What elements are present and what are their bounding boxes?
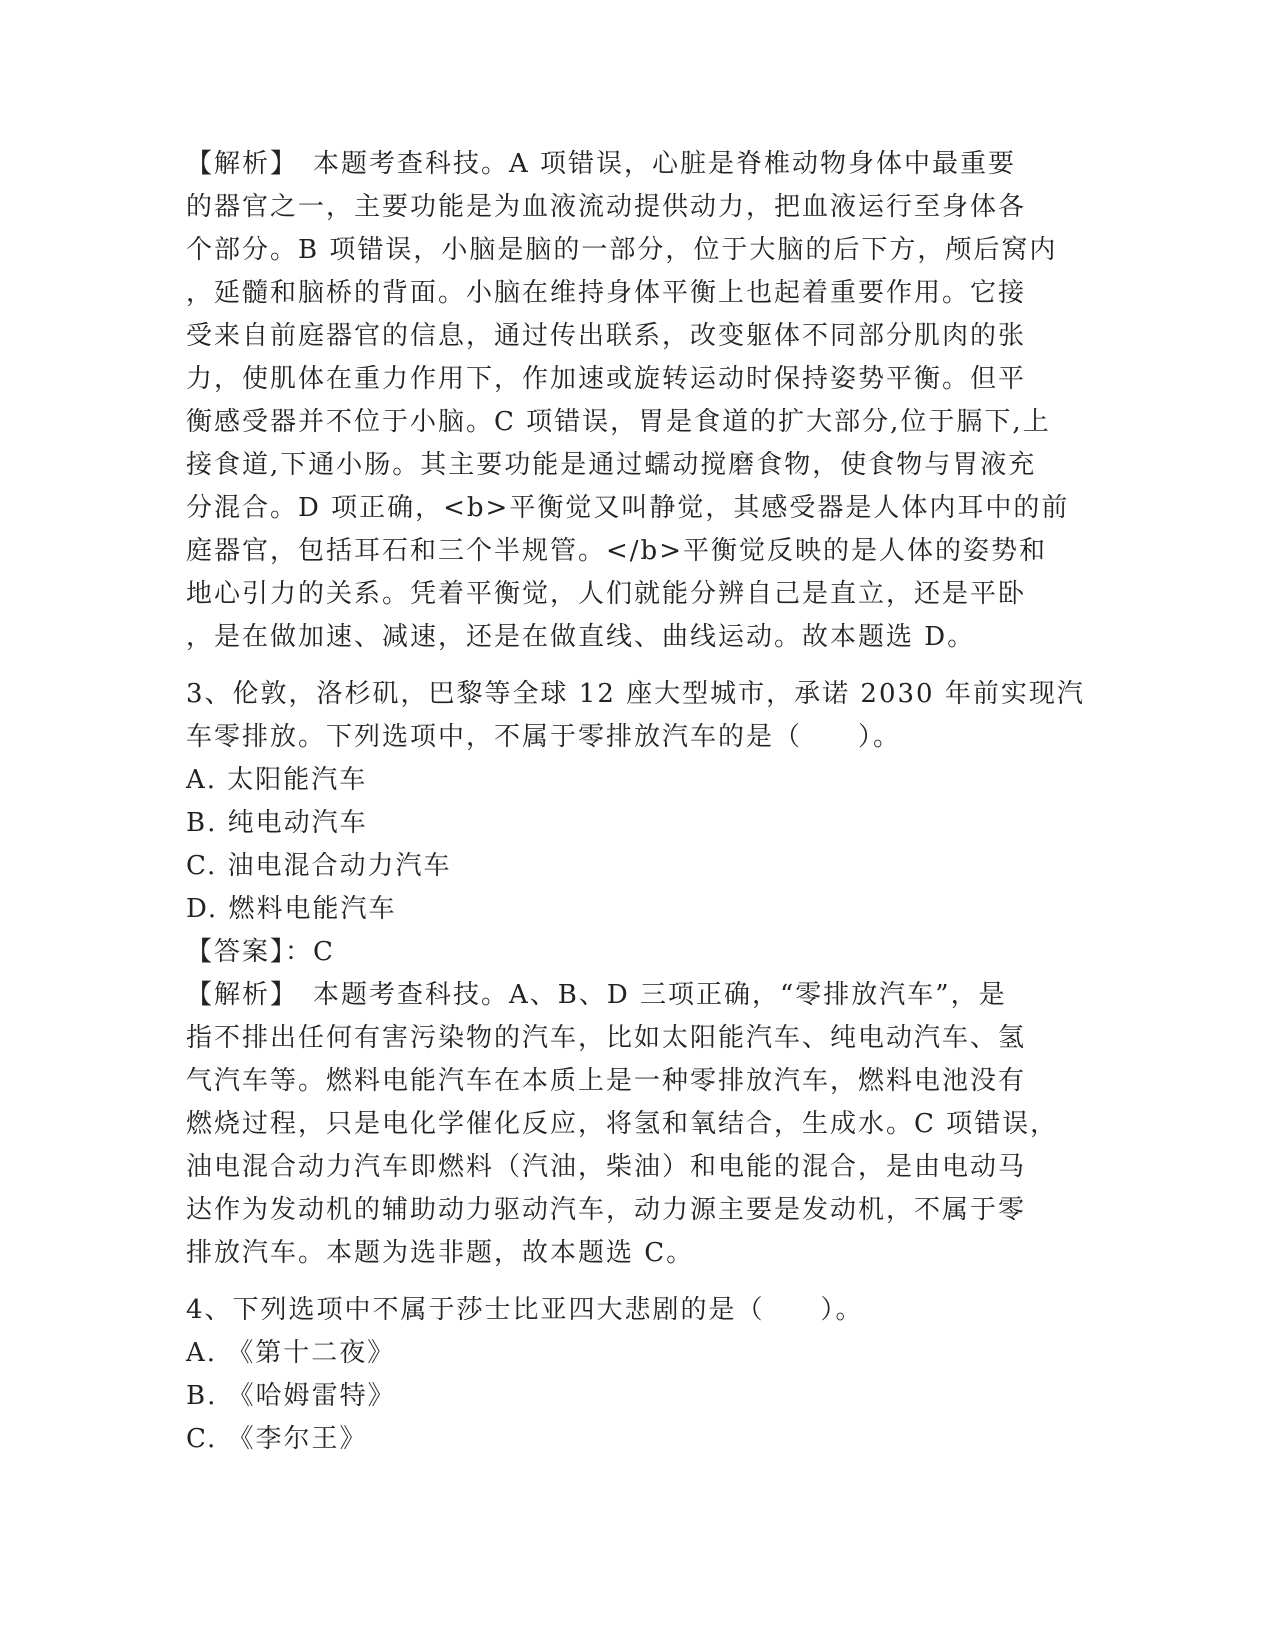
document-content [186,143,1086,1461]
option-b: B. 《哈姆雷特》 [186,1381,396,1411]
analysis-line: 接食道,下通小肠。其主要功能是通过蠕动搅磨食物，使食物与胃液充 [186,450,1037,480]
q2-analysis [186,143,1086,659]
analysis-line: 地心引力的关系。凭着平衡觉，人们就能分辨自己是直立，还是平卧 [186,579,1027,609]
analysis-line: ，是在做加速、减速，还是在做直线、曲线运动。故本题选 D。 [186,622,976,652]
question-stem: 4、下列选项中不属于莎士比亚四大悲剧的是（ ）。 [186,1295,864,1325]
analysis-line: 衡感受器并不位于小脑。C 项错误，胃是食道的扩大部分,位于膈下,上 [186,407,1051,437]
question-4 [186,1289,1086,1461]
analysis-line: 力，使肌体在重力作用下，作加速或旋转运动时保持姿势平衡。但平 [186,364,1027,394]
option-c: C. 《李尔王》 [186,1424,368,1454]
analysis-line: 【解析】 本题考查科技。A 项错误，心脏是脊椎动物身体中最重要 [186,149,1017,179]
analysis-line: 受来自前庭器官的信息，通过传出联系，改变躯体不同部分肌肉的张 [186,321,1027,351]
analysis-line: 庭器官，包括耳石和三个半规管。</b>平衡觉反映的是人体的姿势和 [186,536,1047,566]
analysis-line: 达作为发动机的辅助动力驱动汽车，动力源主要是发动机，不属于零 [186,1195,1027,1225]
analysis-line: 油电混合动力汽车即燃料（汽油，柴油）和电能的混合，是由电动马 [186,1152,1027,1182]
analysis-line: 气汽车等。燃料电能汽车在本质上是一种零排放汽车，燃料电池没有 [186,1066,1027,1096]
question-stem: 3、伦敦，洛杉矶，巴黎等全球 12 座大型城市，承诺 2030 年前实现汽 [186,679,1085,709]
analysis-line: ，延髓和脑桥的背面。小脑在维持身体平衡上也起着重要作用。它接 [186,278,1027,308]
question-stem: 车零排放。下列选项中，不属于零排放汽车的是（ ）。 [186,722,902,752]
analysis-line: 个部分。B 项错误，小脑是脑的一部分，位于大脑的后下方，颅后窝内 [186,235,1058,265]
option-a: A. 太阳能汽车 [186,765,368,795]
option-a: A. 《第十二夜》 [186,1338,396,1368]
question-3 [186,673,1086,1275]
analysis-line: 的器官之一，主要功能是为血液流动提供动力，把血液运行至身体各 [186,192,1027,222]
analysis-line: 【解析】 本题考查科技。A、B、D 三项正确，“零排放汽车”，是 [186,980,1007,1010]
option-b: B. 纯电动汽车 [186,808,368,838]
analysis-line: 指不排出任何有害污染物的汽车，比如太阳能汽车、纯电动汽车、氢 [186,1023,1027,1053]
analysis-line: 燃烧过程，只是电化学催化反应，将氢和氧结合，生成水。C 项错误， [186,1109,1059,1139]
answer: 【答案】：C [186,937,335,967]
analysis-line: 排放汽车。本题为选非题，故本题选 C。 [186,1238,695,1268]
option-c: C. 油电混合动力汽车 [186,851,452,881]
option-d: D. 燃料电能汽车 [186,894,397,924]
analysis-line: 分混合。D 项正确，<b>平衡觉又叫静觉，其感受器是人体内耳中的前 [186,493,1070,523]
